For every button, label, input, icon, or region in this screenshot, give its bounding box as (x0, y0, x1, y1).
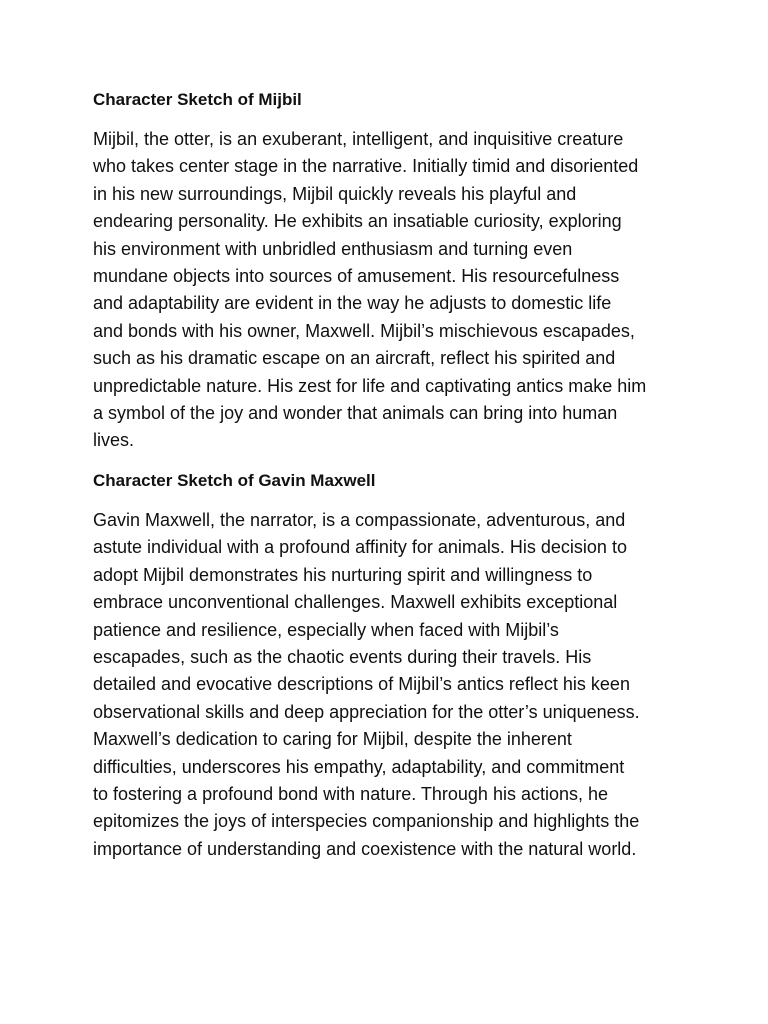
text-line: observational skills and deep appreciation for the otter’s uniqueness. (93, 701, 640, 722)
text-line: adopt Mijbil demonstrates his nurturing spirit and willingness to (93, 564, 593, 585)
text-line: such as his dramatic escape on an aircraft, reflect his spirited and (93, 348, 616, 369)
text-line: endearing personality. He exhibits an insatiable curiosity, exploring (93, 211, 622, 232)
section-heading-maxwell: Character Sketch of Gavin Maxwell (93, 470, 376, 490)
text-line: patience and resilience, especially when faced with Mijbil’s (93, 619, 559, 640)
text-line: Gavin Maxwell, the narrator, is a compassionate, adventurous, and (93, 509, 626, 530)
text-line: Mijbil, the otter, is an exuberant, intelligent, and inquisitive creature (93, 129, 624, 149)
text-line: who takes center stage in the narrative. Initially timid and disoriented (93, 156, 639, 177)
text-line: Maxwell’s dedication to caring for Mijbil, despite the inherent (93, 729, 572, 750)
text-line: importance of understanding and coexistence with the natural world. (93, 838, 637, 859)
text-line: his environment with unbridled enthusiasm and turning even (93, 238, 573, 259)
paragraph-mijbil (93, 126, 677, 455)
text-line: and adaptability are evident in the way he adjusts to domestic life (93, 293, 612, 314)
text-line: lives. (93, 430, 135, 451)
text-line: and bonds with his owner, Maxwell. Mijbil’s mischievous escapades, (93, 320, 635, 341)
text-line: difficulties, underscores his empathy, adaptability, and commitment (93, 756, 625, 777)
section-heading-mijbil: Character Sketch of Mijbil (93, 90, 302, 109)
text-line: embrace unconventional challenges. Maxwell exhibits exceptional (93, 592, 618, 613)
document-page (93, 86, 677, 875)
text-line: a symbol of the joy and wonder that animals can bring into human (93, 403, 618, 424)
paragraph-maxwell (93, 507, 677, 863)
text-line: epitomizes the joys of interspecies companionship and highlights the (93, 811, 640, 832)
text-line: detailed and evocative descriptions of Mijbil’s antics reflect his keen (93, 674, 630, 695)
text-line: mundane objects into sources of amusement. His resourcefulness (93, 266, 620, 287)
text-line: to fostering a profound bond with nature. Through his actions, he (93, 783, 609, 804)
text-line: unpredictable nature. His zest for life and captivating antics make him (93, 375, 647, 396)
text-line: in his new surroundings, Mijbil quickly reveals his playful and (93, 183, 577, 204)
text-line: astute individual with a profound affinity for animals. His decision to (93, 537, 627, 558)
text-line: escapades, such as the chaotic events during their travels. His (93, 646, 592, 667)
